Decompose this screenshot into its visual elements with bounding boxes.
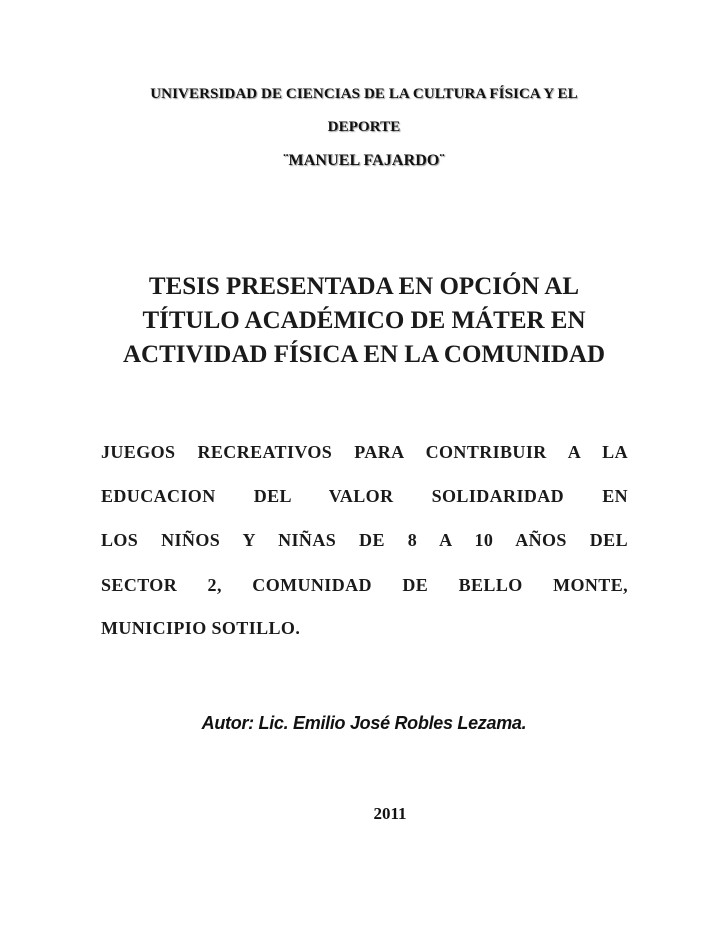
thesis-degree-line-2: TÍTULO ACADÉMICO DE MÁTER EN (142, 307, 586, 334)
year: 2011 (373, 804, 407, 823)
university-name-line-1: UNIVERSIDAD DE CIENCIAS DE LA CULTURA FÍSICA Y EL (150, 86, 578, 102)
university-name-line-3: ¨MANUEL FAJARDO¨ (283, 152, 445, 169)
thesis-degree-line-1: TESIS PRESENTADA EN OPCIÓN AL (148, 273, 580, 300)
thesis-title-line-1: JUEGOS RECREATIVOS PARA CONTRIBUIR A LA (101, 442, 628, 462)
university-name-line-2: DEPORTE (327, 119, 401, 135)
thesis-title-line-4: SECTOR 2, COMUNIDAD DE BELLO MONTE, (101, 575, 628, 595)
thesis-title-line-2: EDUCACION DEL VALOR SOLIDARIDAD EN (101, 486, 628, 506)
thesis-title-line-5: MUNICIPIO SOTILLO. (101, 618, 301, 638)
thesis-title-line-3: LOS NIÑOS Y NIÑAS DE 8 A 10 AÑOS DEL (101, 530, 628, 550)
author-line: Autor: Lic. Emilio José Robles Lezama. (201, 713, 527, 733)
thesis-degree-line-3: ACTIVIDAD FÍSICA EN LA COMUNIDAD (123, 341, 605, 368)
